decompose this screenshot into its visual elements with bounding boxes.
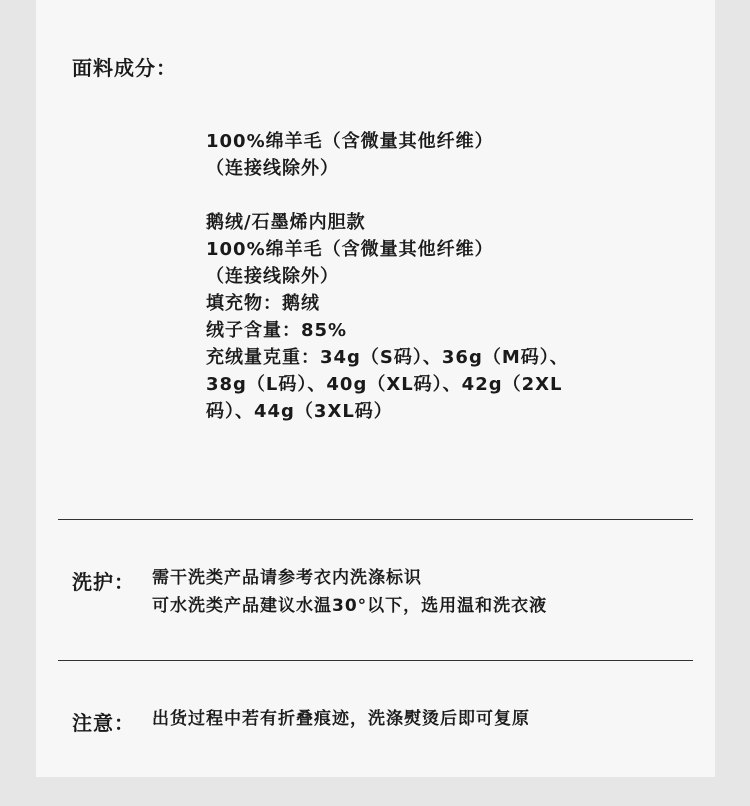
composition-line: 绒子含量：85% [206, 320, 348, 341]
composition-line: （连接线除外） [206, 158, 339, 179]
notice-label: 注意： [72, 711, 135, 735]
care-label: 洗护： [72, 570, 135, 594]
fabric-title: 面料成分： [72, 56, 177, 80]
composition-line: 鹅绒/石墨烯内胆款 [206, 212, 366, 233]
divider-bottom [58, 660, 693, 661]
composition-line: 38g（L码）、40g（XL码）、42g（2XL [206, 374, 563, 395]
care-line-2: 可水洗类产品建议水温30°以下，选用温和洗衣液 [152, 596, 548, 616]
notice-text: 出货过程中若有折叠痕迹，洗涤熨烫后即可复原 [152, 709, 530, 729]
care-line-1: 需干洗类产品请参考衣内洗涤标识 [152, 568, 422, 588]
fabric-composition [206, 128, 676, 452]
composition-line: 100%绵羊毛（含微量其他纤维） [206, 131, 494, 152]
divider-top [58, 519, 693, 520]
composition-line: （连接线除外） [206, 266, 339, 287]
composition-block-2 [206, 209, 676, 425]
composition-line: 码）、44g（3XL码） [206, 401, 393, 422]
composition-line: 100%绵羊毛（含微量其他纤维） [206, 239, 494, 260]
composition-line: 填充物：鹅绒 [206, 293, 320, 314]
composition-line: 充绒量克重：34g（S码）、36g（M码）、 [206, 347, 569, 368]
composition-block-1 [206, 128, 676, 182]
